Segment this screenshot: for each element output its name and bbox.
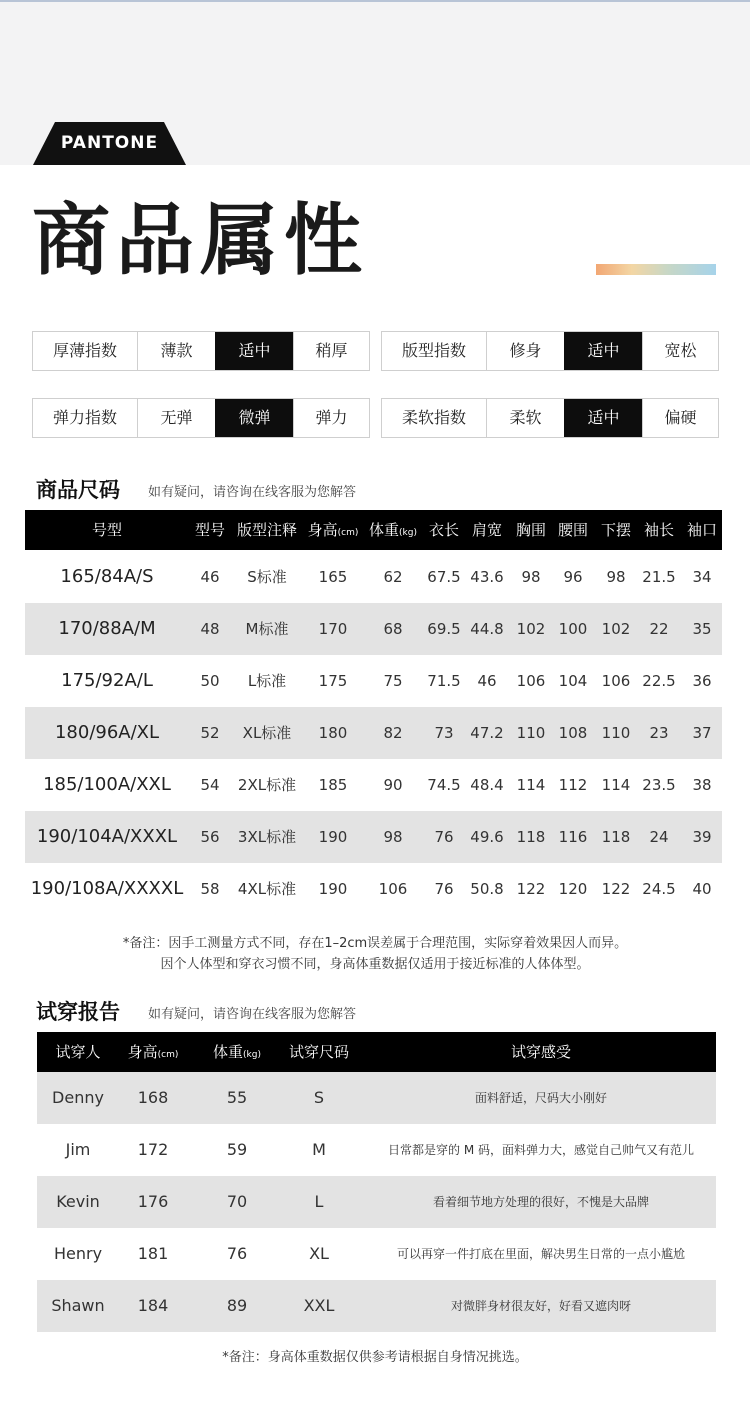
size-table-cell: 102 bbox=[601, 620, 631, 638]
size-table-cell: 2XL标准 bbox=[237, 776, 297, 794]
size-table-cell: M标准 bbox=[245, 620, 289, 638]
size-table-cell: 102 bbox=[516, 620, 546, 638]
try-table-cell: S bbox=[313, 1088, 325, 1107]
size-header-cell: 版型注释 bbox=[236, 521, 297, 539]
size-table-cell: 114 bbox=[516, 776, 546, 794]
size-table-cell: 39 bbox=[692, 828, 712, 846]
attr-label: 柔软指数 bbox=[401, 408, 466, 427]
try-table-cell: Shawn bbox=[51, 1296, 105, 1315]
size-table-cell: 37 bbox=[692, 724, 712, 742]
size-table-cell: 48.4 bbox=[470, 776, 504, 794]
size-table-cell: 40 bbox=[692, 880, 712, 898]
size-table-cell: 24.5 bbox=[642, 880, 676, 898]
size-table-cell: XL标准 bbox=[242, 724, 292, 742]
size-table-cell: 110 bbox=[516, 724, 546, 742]
size-table-cell: 90 bbox=[383, 776, 403, 794]
size-table-cell: 67.5 bbox=[427, 568, 461, 586]
size-table-cell: 112 bbox=[558, 776, 588, 794]
size-table-cell: 44.8 bbox=[470, 620, 504, 638]
size-table-cell: 48 bbox=[200, 620, 220, 638]
try-header-cell: 体重(kg) bbox=[213, 1043, 261, 1061]
size-table-cell: 75 bbox=[383, 672, 403, 690]
try-table-cell: 172 bbox=[137, 1140, 169, 1159]
size-table-cell: 23.5 bbox=[642, 776, 676, 794]
size-table-cell: 104 bbox=[558, 672, 588, 690]
size-table-cell: 4XL标准 bbox=[237, 880, 297, 898]
size-table-cell: 96 bbox=[563, 568, 583, 586]
size-table-cell: 175/92A/L bbox=[61, 670, 153, 691]
size-header-cell: 衣长 bbox=[428, 521, 459, 539]
page-title: 商品属性 bbox=[32, 196, 369, 286]
size-table-cell: 74.5 bbox=[427, 776, 461, 794]
attr-group-thickness bbox=[32, 331, 370, 371]
try-table-cell: XL bbox=[309, 1244, 329, 1263]
size-table-cell: 73 bbox=[434, 724, 454, 742]
size-table-cell: 35 bbox=[692, 620, 712, 638]
size-table-cell: 47.2 bbox=[470, 724, 504, 742]
size-table-cell: 49.6 bbox=[470, 828, 504, 846]
size-table-cell: 180 bbox=[318, 724, 348, 742]
try-table-cell: 181 bbox=[137, 1244, 169, 1263]
try-feedback-cell: 对微胖身材很友好，好看又遮肉呀 bbox=[450, 1299, 631, 1313]
size-table-cell: 46 bbox=[200, 568, 220, 586]
try-section-title: 试穿报告 bbox=[36, 1000, 120, 1024]
size-header-cell: 肩宽 bbox=[471, 521, 502, 539]
try-feedback-cell: 可以再穿一件打底在里面，解决男生日常的一点小尴尬 bbox=[396, 1247, 685, 1261]
size-table-cell: 76 bbox=[434, 880, 454, 898]
size-table-cell: 165/84A/S bbox=[60, 566, 154, 587]
brand-name: PANTONE bbox=[60, 133, 159, 153]
size-table-cell: 24 bbox=[649, 828, 669, 846]
attr-label: 厚薄指数 bbox=[52, 341, 117, 360]
try-header-cell: 身高(cm) bbox=[127, 1043, 179, 1061]
try-table-cell: 70 bbox=[226, 1192, 248, 1211]
size-section-title: 商品尺码 bbox=[36, 478, 120, 502]
try-table-cell: Kevin bbox=[56, 1192, 100, 1211]
size-table-cell: 190/104A/XXXL bbox=[36, 826, 178, 847]
attr-label: 弹力指数 bbox=[52, 408, 117, 427]
size-table-cell: 56 bbox=[200, 828, 220, 846]
try-header-cell: 试穿感受 bbox=[510, 1043, 571, 1061]
try-table-cell: 168 bbox=[137, 1088, 169, 1107]
size-table-cell: 46 bbox=[477, 672, 497, 690]
attr-option: 修身 bbox=[486, 332, 564, 370]
size-table-cell: 114 bbox=[601, 776, 631, 794]
top-divider bbox=[0, 0, 750, 2]
size-table-cell: 50 bbox=[200, 672, 220, 690]
size-table-cell: 76 bbox=[434, 828, 454, 846]
size-table-cell: 170/88A/M bbox=[58, 618, 156, 639]
try-table-cell: M bbox=[312, 1140, 326, 1159]
try-table-cell: Henry bbox=[53, 1244, 103, 1263]
size-note-2: 因个人体型和穿衣习惯不同，身高体重数据仅适用于接近标准的人体体型。 bbox=[160, 957, 590, 972]
size-table-cell: 180/96A/XL bbox=[54, 722, 160, 743]
size-table-cell: L标准 bbox=[247, 672, 287, 690]
size-table-cell: 120 bbox=[558, 880, 588, 898]
try-table-cell: 59 bbox=[226, 1140, 248, 1159]
try-header-cell: 试穿尺码 bbox=[288, 1043, 349, 1061]
size-table-cell: 108 bbox=[558, 724, 588, 742]
size-table-cell: 71.5 bbox=[427, 672, 461, 690]
size-table-cell: 82 bbox=[383, 724, 403, 742]
size-table-cell: 36 bbox=[692, 672, 712, 690]
attr-option: 弹力 bbox=[293, 399, 369, 437]
size-table-cell: 58 bbox=[200, 880, 220, 898]
attr-option-selected: 微弹 bbox=[215, 399, 293, 437]
try-feedback-cell: 面料舒适，尺码大小刚好 bbox=[474, 1091, 607, 1105]
try-feedback-cell: 日常都是穿的 M 码，面料弹力大，感觉自己帅气又有范儿 bbox=[388, 1143, 694, 1157]
try-note: *备注：身高体重数据仅供参考请根据自身情况挑选。 bbox=[222, 1350, 528, 1365]
size-table-cell: 118 bbox=[516, 828, 546, 846]
size-header-cell: 下摆 bbox=[600, 521, 631, 539]
attr-option: 无弹 bbox=[137, 399, 215, 437]
attr-option-selected: 适中 bbox=[564, 332, 642, 370]
try-table-cell: XXL bbox=[303, 1296, 335, 1315]
size-header-cell: 身高(cm) bbox=[307, 521, 359, 539]
attr-label: 版型指数 bbox=[401, 341, 466, 360]
size-note-1: *备注：因手工测量方式不同，存在1–2cm误差属于合理范围，实际穿着效果因人而异。 bbox=[122, 936, 628, 951]
size-table-cell: 116 bbox=[558, 828, 588, 846]
attr-group-softness bbox=[381, 398, 719, 438]
size-header-cell: 型号 bbox=[194, 521, 225, 539]
size-table-cell: 170 bbox=[318, 620, 348, 638]
size-table-cell: 50.8 bbox=[470, 880, 504, 898]
try-table-cell: 176 bbox=[137, 1192, 169, 1211]
size-table-cell: 106 bbox=[601, 672, 631, 690]
size-table-cell: 190 bbox=[318, 828, 348, 846]
size-table-cell: 22.5 bbox=[642, 672, 676, 690]
size-table-cell: 38 bbox=[692, 776, 712, 794]
size-table-cell: 185 bbox=[318, 776, 348, 794]
attr-option-selected: 适中 bbox=[215, 332, 293, 370]
size-section-subtitle: 如有疑问，请咨询在线客服为您解答 bbox=[148, 485, 357, 500]
size-table-cell: 98 bbox=[383, 828, 403, 846]
size-table-cell: S标准 bbox=[247, 568, 287, 586]
size-table-cell: 68 bbox=[383, 620, 403, 638]
size-header-cell: 袖长 bbox=[643, 521, 674, 539]
try-table-cell: 89 bbox=[226, 1296, 248, 1315]
try-table-cell: Jim bbox=[65, 1140, 91, 1159]
attr-option-selected: 适中 bbox=[564, 399, 642, 437]
size-table-cell: 106 bbox=[516, 672, 546, 690]
size-table-cell: 43.6 bbox=[470, 568, 504, 586]
size-table-cell: 122 bbox=[601, 880, 631, 898]
size-table-cell: 110 bbox=[601, 724, 631, 742]
size-table-cell: 62 bbox=[383, 568, 403, 586]
size-table-cell: 98 bbox=[606, 568, 626, 586]
size-header-cell: 腰围 bbox=[557, 521, 588, 539]
size-table-cell: 34 bbox=[692, 568, 712, 586]
try-table-cell: L bbox=[314, 1192, 324, 1211]
size-table-cell: 185/100A/XXL bbox=[43, 774, 171, 795]
size-header-cell: 号型 bbox=[91, 521, 122, 539]
size-table-cell: 52 bbox=[200, 724, 220, 742]
size-table-cell: 22 bbox=[649, 620, 669, 638]
try-table-cell: 184 bbox=[137, 1296, 169, 1315]
size-header-cell: 体重(kg) bbox=[369, 521, 417, 539]
try-section-subtitle: 如有疑问，请咨询在线客服为您解答 bbox=[148, 1007, 357, 1022]
gradient-accent-bar bbox=[596, 264, 716, 275]
size-table-cell: 175 bbox=[318, 672, 348, 690]
try-table-cell: Denny bbox=[52, 1088, 104, 1107]
size-table-cell: 118 bbox=[601, 828, 631, 846]
size-table-cell: 69.5 bbox=[427, 620, 461, 638]
size-table-cell: 98 bbox=[521, 568, 541, 586]
size-table-cell: 21.5 bbox=[642, 568, 676, 586]
size-table-cell: 190/108A/XXXXL bbox=[30, 878, 184, 899]
attr-option: 薄款 bbox=[137, 332, 215, 370]
try-header-cell: 试穿人 bbox=[55, 1043, 101, 1061]
attr-option: 宽松 bbox=[642, 332, 718, 370]
attr-group-fit bbox=[381, 331, 719, 371]
size-header-cell: 袖口 bbox=[686, 521, 717, 539]
size-table-cell: 122 bbox=[516, 880, 546, 898]
size-table-cell: 54 bbox=[200, 776, 220, 794]
size-header-cell: 胸围 bbox=[515, 521, 546, 539]
attr-option: 偏硬 bbox=[642, 399, 718, 437]
size-table-cell: 100 bbox=[558, 620, 588, 638]
size-table-cell: 23 bbox=[649, 724, 669, 742]
try-feedback-cell: 看着细节地方处理的很好，不愧是大品牌 bbox=[432, 1195, 649, 1209]
size-table-cell: 165 bbox=[318, 568, 348, 586]
attr-option: 柔软 bbox=[486, 399, 564, 437]
try-table-cell: 76 bbox=[226, 1244, 248, 1263]
size-table-cell: 190 bbox=[318, 880, 348, 898]
size-table-cell: 106 bbox=[378, 880, 408, 898]
attr-option: 稍厚 bbox=[293, 332, 369, 370]
size-table-cell: 3XL标准 bbox=[237, 828, 297, 846]
try-table-cell: 55 bbox=[226, 1088, 248, 1107]
attr-group-elasticity bbox=[32, 398, 370, 438]
